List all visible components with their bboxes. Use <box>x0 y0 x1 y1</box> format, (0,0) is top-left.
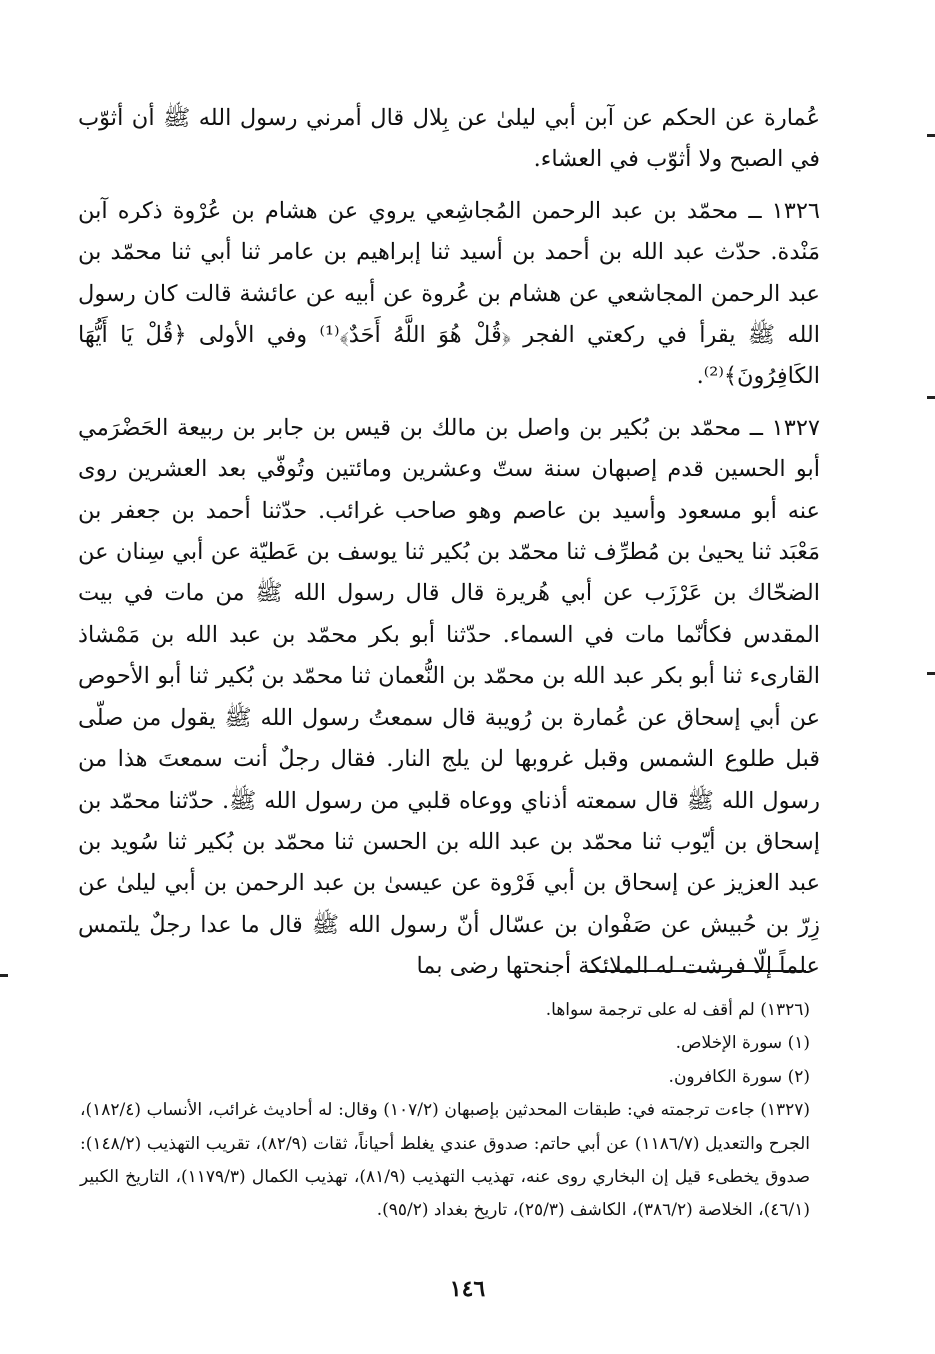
margin-mark <box>927 134 935 137</box>
footnote-1327: (١٣٢٧) جاءت ترجمته في: طبقات المحدثين بإصبهان (١٠٧/٢) وقال: له أحاديث غرائب، الأنساب (١٨٢/٤)، الجرح والتعديل (١١٨٦/٧) عن أبي حاتم: صدوق عندي يغلط أحياناً، ثقات (٨٢/٩)، تقريب التهذيب (١٤٨/٢): صدوق يخطىء قيل إن البخاري روى عنه، تهذيب التهذيب (٨١/٩)، تهذيب الكمال (١١٧٩/٣)، التاريخ الكبير (٤٦/١)، الخلاصة (٣٨٦/٢)، الكاشف (٢٥/٣)، تاريخ بغداد (٩٥/٢). <box>80 1100 811 1221</box>
footnote-2: (٢) سورة الكافرون. <box>668 1066 810 1087</box>
main-text <box>78 98 820 988</box>
entry-1327: ١٣٢٧ ــ محمّد بن بُكير بن واصل بن مالك بن قيس بن جابر بن ربيعة الحَضْرَمي أبو الحسين قدم إصبهان سنة ستّ وعشرين ومائتين وتُوفّي بعد العشرين روى عنه أبو مسعود وأسيد بن عاصم وهو صاحب غرائب. حدّثنا أحمد بن جعفر بن مَعْبَد ثنا يحيىٰ بن مُطرِّف ثنا محمّد بن بُكير ثنا يوسف بن عَطيّة عن أبي سِنان عن الضحّاك بن عَرْزَب عن أبي هُريرة قال قال رسول الله ﷺ من مات في بيت المقدس فكأنّما مات في السماء. حدّثنا أبو بكر محمّد بن عبد الله بن مَمْشاذ القارىء ثنا أبو بكر عبد الله بن محمّد بن النُّعمان ثنا محمّد بن بُكير ثنا أبو الأحوص عن أبي إسحاق عن عُمارة بن رُويبة قال سمعتُ رسول الله ﷺ يقول من صلّى قبل طلوع الشمس وقبل غروبها لن يلج النار. فقال رجلٌ أنت سمعتَ هذا من رسول الله ﷺ قال سمعته أذناي ووعاه قلبي من رسول الله ﷺ. حدّثنا محمّد بن إسحاق بن أيّوب ثنا محمّد بن عبد الله بن الحسن ثنا محمّد بن بُكير ثنا سُويد بن عبد العزيز عن إسحاق بن أبي فَرْوة عن عيسىٰ بن عبد الرحمن بن أبي ليلىٰ عن زِرّ بن حُبيش عن صَفْوان بن عسّال أنّ رسول الله ﷺ قال ما عدا رجلٌ يلتمس علماً إلّا فرشت له الملائكة أجنحتها رضى بما <box>78 414 820 980</box>
margin-mark <box>0 974 8 977</box>
margin-mark <box>927 396 935 399</box>
footnotes <box>80 994 810 1228</box>
footnote-1: (١) سورة الإخلاص. <box>675 1033 810 1054</box>
page-number: ١٤٦ <box>449 1276 486 1302</box>
entry-1326: ١٣٢٦ ــ محمّد بن عبد الرحمن المُجاشِعي يروي عن هشام بن عُرْوة ذكره آبن مَنْدة. حدّث عبد الله بن أحمد بن أسيد ثنا إبراهيم بن عامر ثنا أبي ثنا محمّد بن عبد الرحمن المجاشعي عن هشام بن عُروة عن أبيه عن عائشة قالت كان رسول الله ﷺ يقرأ في ركعتي الفجر ﴿قُلْ هُوَ اللَّهُ أَحَدٌ﴾⁽¹⁾ وفي الأولى ﴿قُلْ يَا أَيُّهَا الكَافِرُونَ﴾⁽²⁾. <box>78 197 820 390</box>
margin-mark <box>927 672 935 675</box>
paragraph-continuation: عُمارة عن الحكم عن آبن أبي ليلىٰ عن بِلال قال أمرني رسول الله ﷺ أن أثوّب في الصبح ولا أثوّب في العشاء. <box>78 105 820 173</box>
footnote-1326: (١٣٢٦) لم أقف له على ترجمة سواها. <box>545 1000 810 1020</box>
footnote-separator <box>588 970 806 972</box>
